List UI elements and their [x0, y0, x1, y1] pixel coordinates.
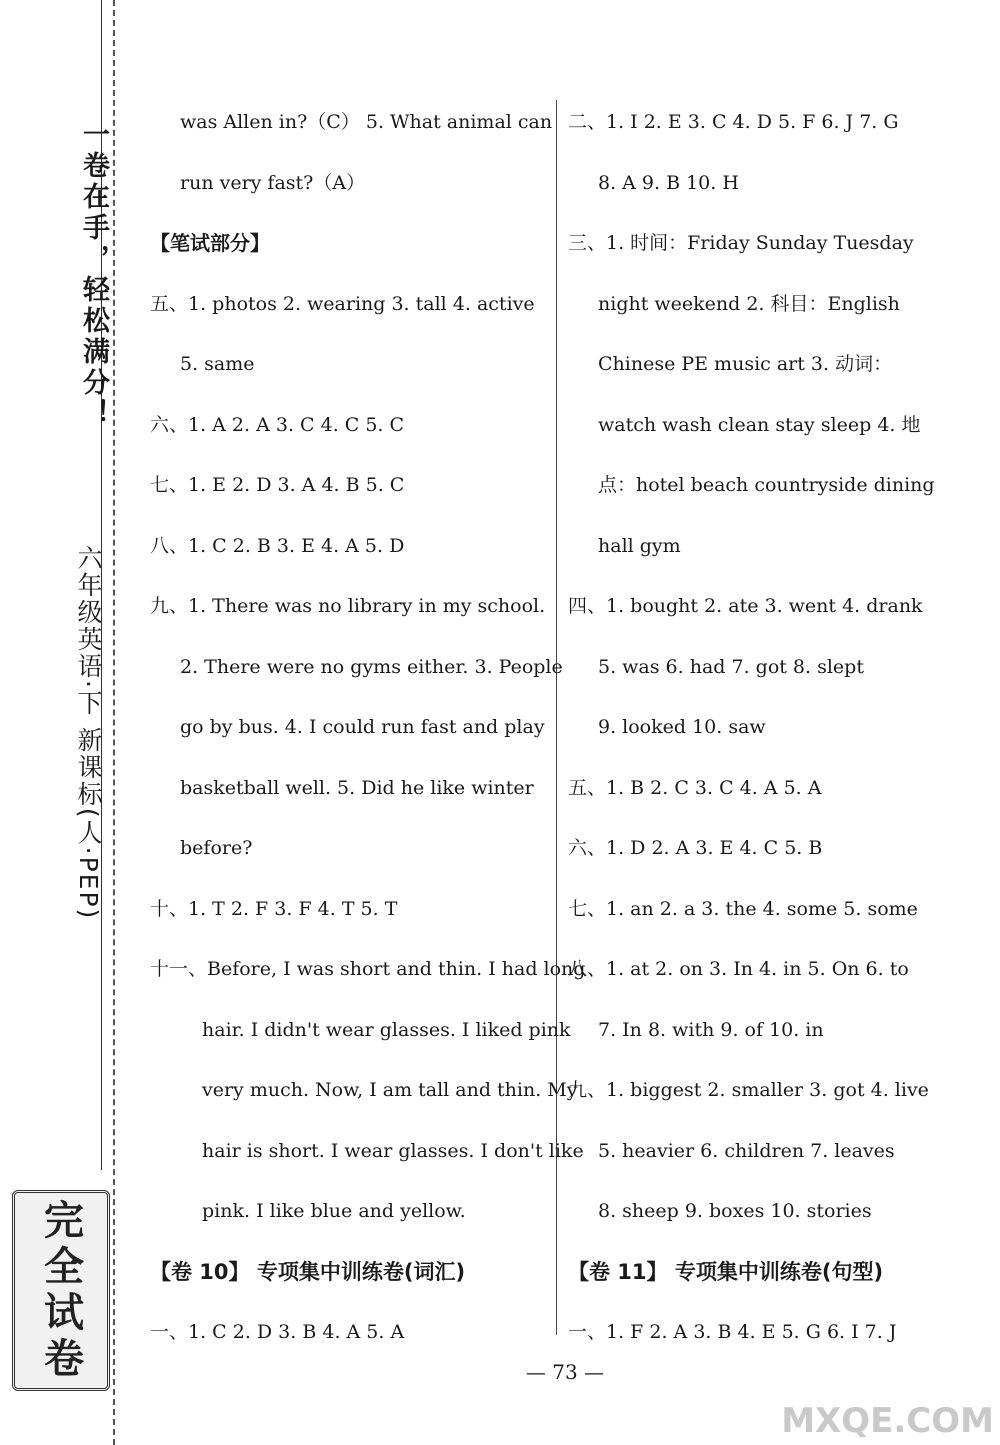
answer-line: 五、1. photos 2. wearing 3. tall 4. active	[150, 292, 535, 315]
answer-line: 【笔试部分】	[150, 231, 270, 255]
answer-line: 八、1. C 2. B 3. E 4. A 5. D	[150, 534, 405, 557]
answer-line: 七、1. an 2. a 3. the 4. some 5. some	[568, 897, 918, 920]
answer-line: go by bus. 4. I could run fast and play	[180, 716, 545, 738]
page-number: — 73 —	[525, 1360, 605, 1384]
answer-line: 八、1. at 2. on 3. In 4. in 5. On 6. to	[568, 958, 909, 980]
answer-line: 二、1. I 2. E 3. C 4. D 5. F 6. J 7. G	[568, 111, 899, 133]
answer-line: 三、1. 时间：Friday Sunday Tuesday	[568, 232, 914, 254]
answer-line: 十一、Before, I was short and thin. I had long	[150, 958, 586, 980]
answer-line: 7. In 8. with 9. of 10. in	[598, 1018, 824, 1041]
answer-line: pink. I like blue and yellow.	[202, 1200, 466, 1222]
answer-line: run very fast?（A）	[180, 171, 366, 194]
slogan: 一卷在手，轻松满分！	[78, 120, 109, 430]
book-title: 六年级英语·下 新课标(人·PEP)	[74, 545, 103, 921]
answer-line: watch wash clean stay sleep 4. 地	[598, 413, 921, 436]
series-logo	[12, 1190, 110, 1391]
answer-line: was Allen in?（C） 5. What animal can	[180, 111, 553, 133]
answer-line: hair is short. I wear glasses. I don't like	[202, 1139, 584, 1162]
answer-line: 四、1. bought 2. ate 3. went 4. drank	[568, 595, 923, 617]
answer-line: 六、1. D 2. A 3. E 4. C 5. B	[568, 837, 823, 859]
answer-line: 8. A 9. B 10. H	[598, 171, 739, 194]
answer-line: 5. same	[180, 353, 255, 375]
answer-line: 一、1. C 2. D 3. B 4. A 5. A	[150, 1321, 405, 1343]
answer-line: before?	[180, 837, 253, 859]
answer-line: 九、1. biggest 2. smaller 3. got 4. live	[568, 1079, 929, 1101]
answer-column-right	[568, 92, 973, 1363]
answer-line: 点：hotel beach countryside dining	[598, 474, 935, 496]
answer-line: 【卷 11】 专项集中训练卷(句型)	[568, 1259, 884, 1284]
series-logo-text: 完全试卷	[37, 1198, 84, 1383]
answer-line: 5. was 6. had 7. got 8. slept	[598, 655, 864, 678]
answer-line: 七、1. E 2. D 3. A 4. B 5. C	[150, 474, 405, 496]
answer-line: 五、1. B 2. C 3. C 4. A 5. A	[568, 776, 822, 799]
answer-line: hall gym	[598, 534, 681, 557]
sidebar	[0, 0, 128, 1445]
answer-line: 8. sheep 9. boxes 10. stories	[598, 1200, 872, 1222]
answer-column-left	[150, 92, 586, 1363]
answer-line: night weekend 2. 科目：English	[598, 292, 900, 315]
answer-line: 5. heavier 6. children 7. leaves	[598, 1139, 895, 1162]
watermark: MXQE.COM	[781, 1401, 994, 1441]
answer-line: 【卷 10】 专项集中训练卷(词汇)	[150, 1259, 466, 1284]
answer-line: 十、1. T 2. F 3. F 4. T 5. T	[150, 897, 398, 920]
answer-line: 六、1. A 2. A 3. C 4. C 5. C	[150, 413, 405, 436]
answer-line: 2. There were no gyms either. 3. People	[180, 655, 563, 678]
answer-line: 一、1. F 2. A 3. B 4. E 5. G 6. I 7. J	[568, 1321, 897, 1343]
answer-line: 9. looked 10. saw	[598, 716, 766, 738]
answer-line: basketball well. 5. Did he like winter	[180, 776, 534, 799]
answer-line: Chinese PE music art 3. 动词：	[598, 353, 893, 375]
binding-cut-line	[113, 0, 115, 1445]
answer-line: very much. Now, I am tall and thin. My	[202, 1079, 578, 1101]
answer-line: hair. I didn't wear glasses. I liked pink	[202, 1018, 571, 1041]
answer-line: 九、1. There was no library in my school.	[150, 595, 546, 617]
